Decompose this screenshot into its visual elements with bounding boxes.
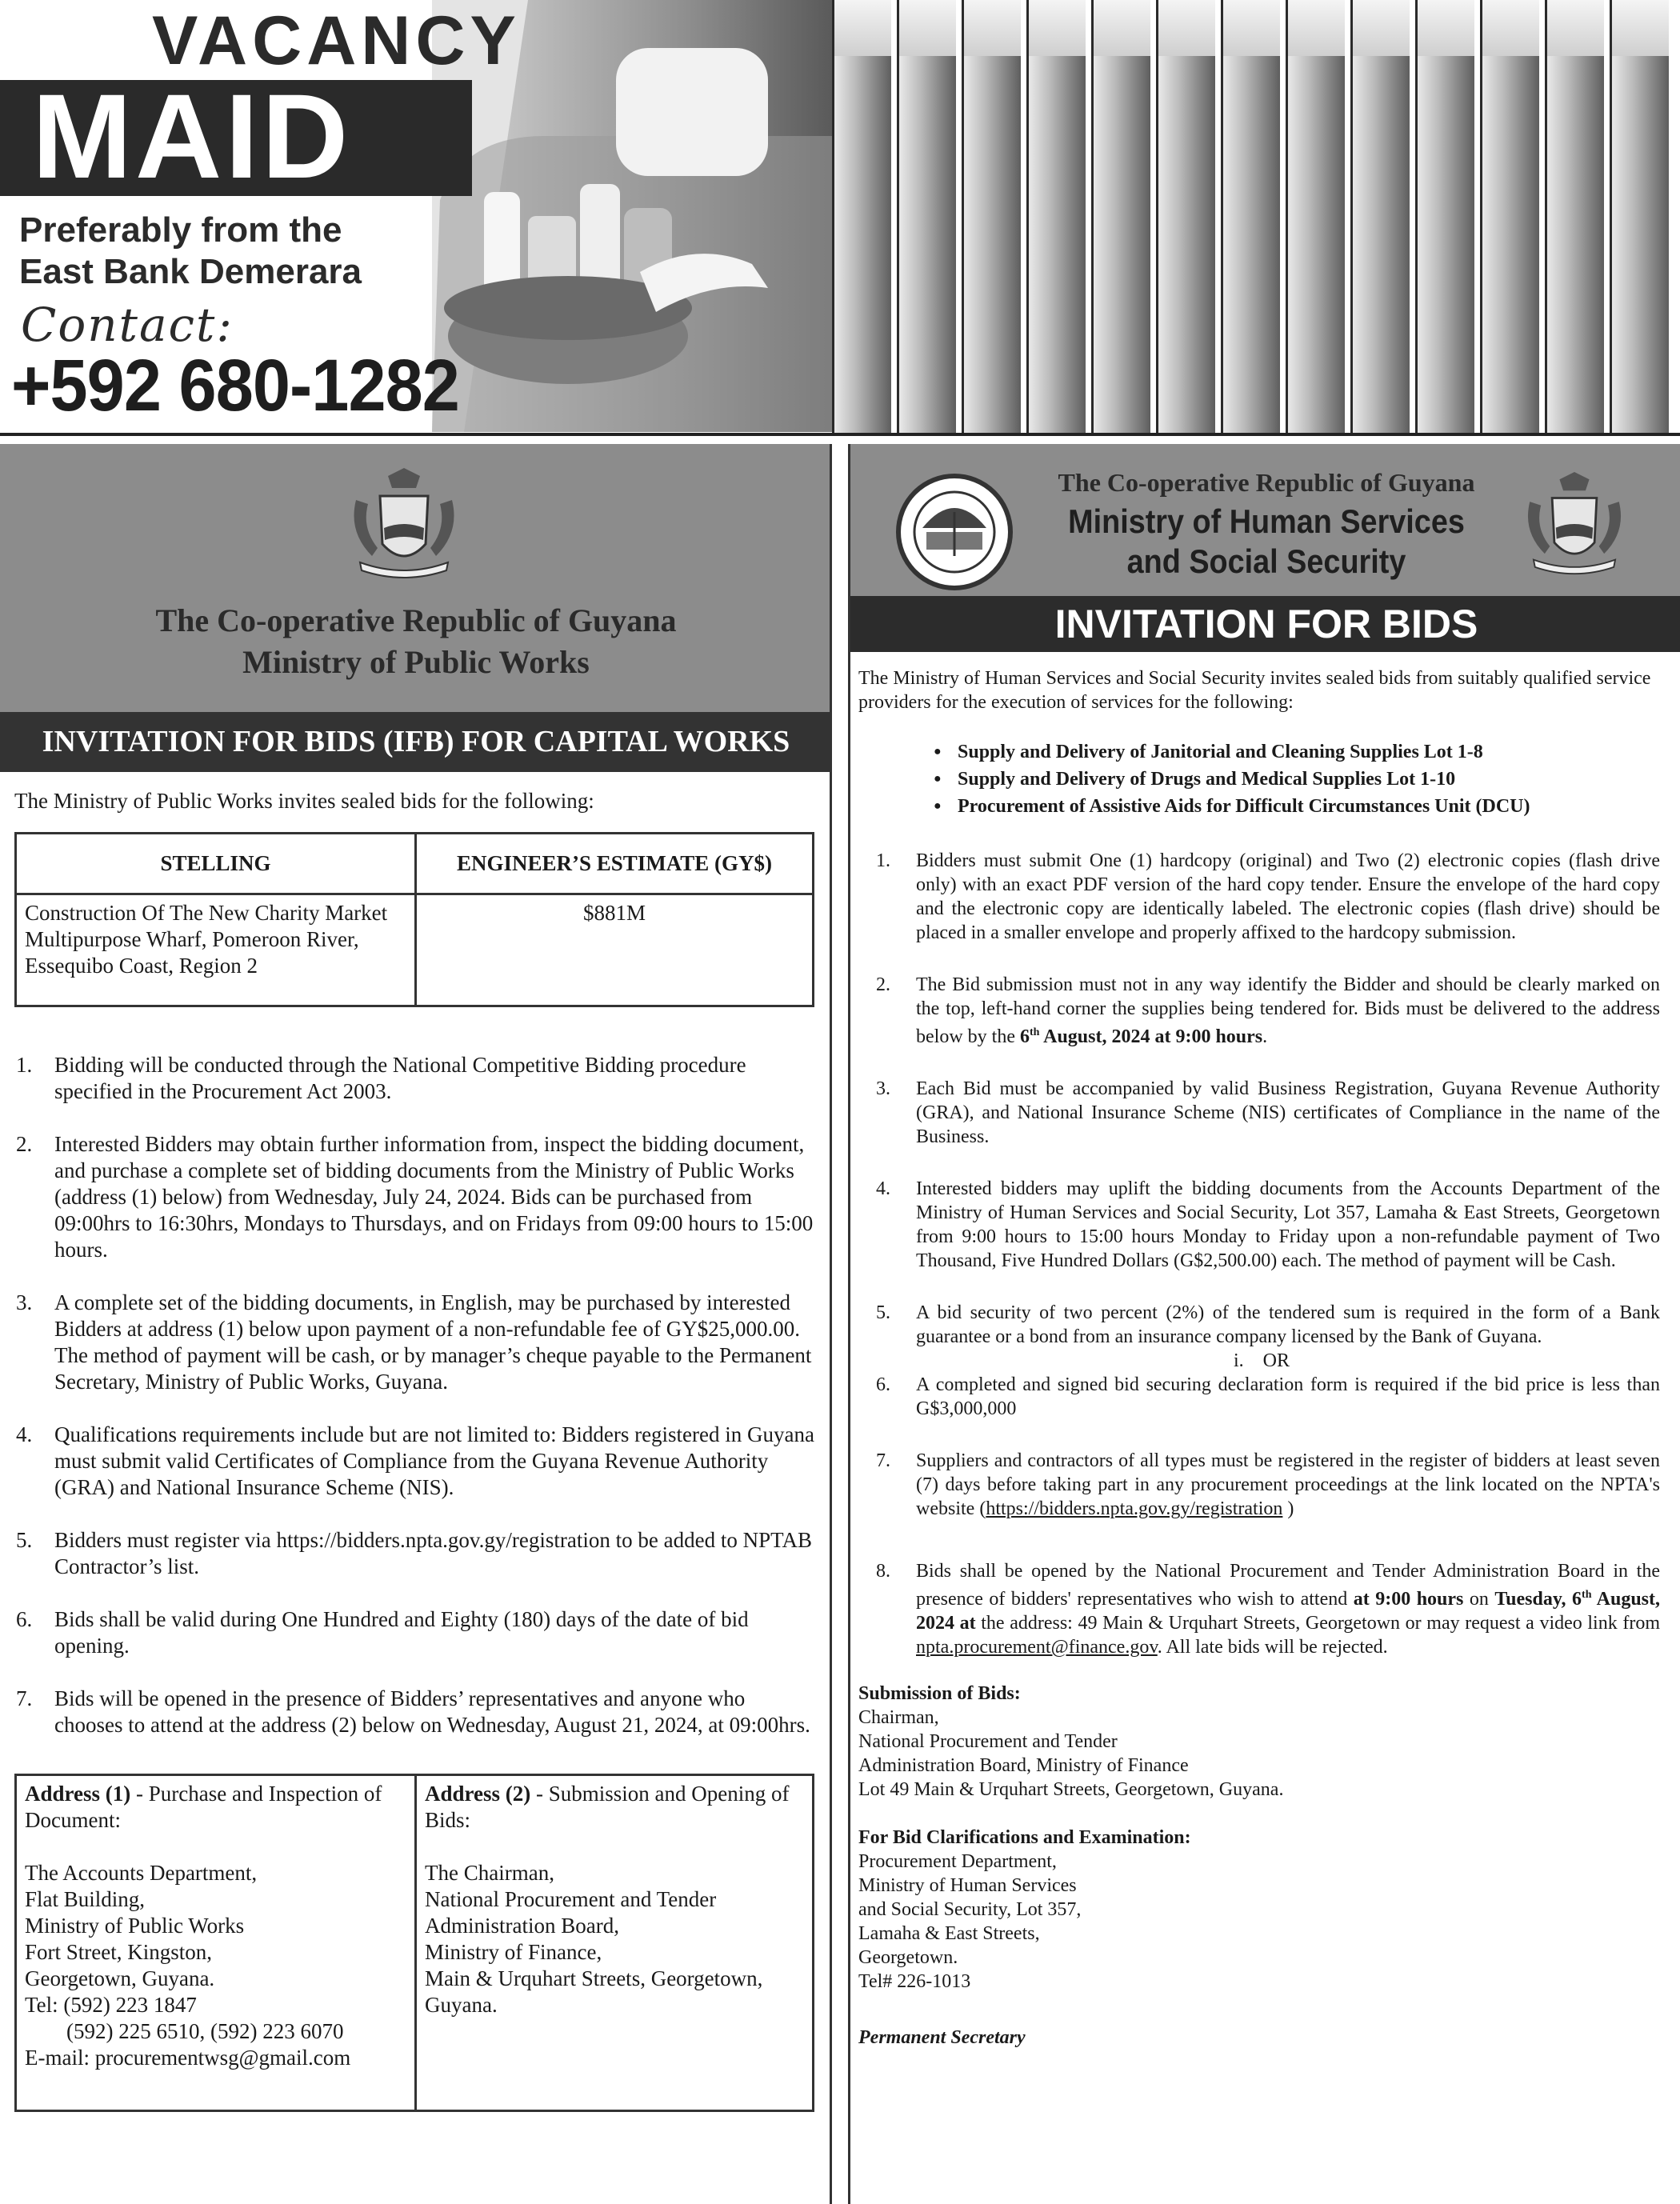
address-2-cell — [416, 1775, 814, 2111]
guyana-coat-of-arms-icon — [344, 468, 464, 580]
list-item-text: Each Bid must be accompanied by valid Business Registration, Guyana Revenue Authority (GRA), and National Insurance Scheme (NIS) certificates of Compliance in the name of the Business. — [916, 1078, 1660, 1147]
list-number: 7. — [16, 1686, 33, 1710]
list-number: 6. — [16, 1607, 33, 1631]
list-item-end: ) — [1282, 1498, 1294, 1519]
submission-block — [858, 1682, 1660, 1802]
list-number: 1. — [876, 850, 890, 871]
address-line: The Chairman, — [425, 1861, 554, 1885]
table-header-estimate: ENGINEER’S ESTIMATE (GY$) — [416, 834, 814, 894]
list-item — [14, 1422, 818, 1501]
contact-phone: +592 680-1282 — [11, 345, 459, 426]
address-line: Chairman, — [858, 1707, 939, 1728]
address-line: Georgetown. — [858, 1947, 958, 1968]
list-number: 2. — [16, 1132, 33, 1156]
address-2-subtitle: - Submission and Opening of Bids: — [425, 1782, 790, 1832]
address-line: Ministry of Finance, — [425, 1940, 602, 1964]
submission-heading: Submission of Bids: — [858, 1683, 1021, 1704]
list-item — [863, 1177, 1660, 1273]
list-item — [863, 1077, 1660, 1149]
list-item-text: The Bid submission must not in any way identify the Bidder and should be clearly marked on the top, left-hand corner the supplies being tendered for. Bids must be delivered to the address below by the — [916, 974, 1660, 1047]
intro-text: The Ministry of Public Works invites sealed bids for the following: — [14, 789, 594, 813]
address-line: and Social Security, Lot 357, — [858, 1899, 1082, 1920]
clarification-block — [858, 1826, 1660, 1994]
list-number: 4. — [876, 1178, 890, 1199]
table-header-stelling: STELLING — [16, 834, 416, 894]
list-number: 5. — [16, 1528, 33, 1552]
table-row — [16, 894, 814, 1006]
list-item — [863, 1301, 1660, 1349]
address-line: The Accounts Department, — [25, 1861, 258, 1885]
list-number: 5. — [876, 1302, 890, 1323]
address-line: Ministry of Public Works — [25, 1914, 245, 1938]
clarification-heading: For Bid Clarifications and Examination: — [858, 1827, 1191, 1848]
address-email[interactable]: E-mail: procurementwsg@gmail.com — [25, 2046, 351, 2070]
address-line: Lamaha & East Streets, — [858, 1923, 1040, 1944]
address-line: Procurement Department, — [858, 1851, 1057, 1872]
address-line: Main & Urquhart Streets, Georgetown, — [425, 1966, 763, 1990]
list-item — [14, 1131, 818, 1263]
list-number: 7. — [876, 1450, 890, 1471]
signature: Permanent Secretary — [858, 2027, 1026, 2048]
address-2-heading: Address (2) — [425, 1782, 531, 1806]
list-item-text: A completed and signed bid securing declaration form is required if the bid price is less than G$3,000,000 — [916, 1374, 1660, 1419]
address-row — [16, 1775, 814, 2111]
ifb-title-bar: INVITATION FOR BIDS (IFB) FOR CAPITAL WORKS — [0, 712, 832, 772]
address-1-subtitle: - Purchase and Inspection of Document: — [25, 1782, 382, 1832]
deadline-rest: August, 2024 at 9:00 hours — [1039, 1026, 1263, 1047]
list-item: ● Procurement of Assistive Aids for Difficult Circumstances Unit (DCU) — [958, 793, 1660, 820]
list-item-text: Bids will be opened in the presence of Bidders’ representatives and anyone who chooses to attend at the address (2) below on Wednesday, August 21, 2024, at 09:00hrs. — [54, 1686, 810, 1737]
republic-name: The Co-operative Republic of Guyana — [155, 602, 677, 638]
right-republic-name: The Co-operative Republic of Guyana — [1058, 468, 1475, 497]
deadline-date — [1020, 1026, 1262, 1047]
works-table — [14, 832, 814, 1007]
address-line: Administration Board, — [425, 1914, 619, 1938]
preference-line-2: East Bank Demerara — [19, 252, 362, 291]
human-services-ifb-panel — [848, 444, 1680, 2204]
bid-conditions-list — [863, 849, 1660, 1659]
left-body — [14, 788, 818, 2112]
contact-label: Contact: — [21, 298, 234, 352]
list-number: 3. — [16, 1290, 33, 1314]
address-line: National Procurement and Tender — [425, 1887, 717, 1911]
list-item-text: Bids shall be opened by the National Procurement and Tender Administration Board in the presence of bidders' representatives who wish to attend — [916, 1561, 1660, 1610]
left-issuer — [0, 600, 832, 683]
address-line: Flat Building, — [25, 1887, 146, 1911]
list-item-text: Suppliers and contractors of all types must be registered in the register of bidders at least seven (7) days before taking part in any procurement proceedings at the link located on the NPTA's website ( — [916, 1450, 1660, 1519]
list-item-text: A bid security of two percent (2%) of the tendered sum is required in the form of a Bank guarantee or a bond from an insurance company licensed by the Bank of Guyana. — [916, 1302, 1660, 1347]
ministry-line-2: and Social Security — [1126, 542, 1406, 580]
ifb-conditions-list — [14, 1052, 818, 1738]
list-item-text: Interested bidders may uplift the bidding documents from the Accounts Department of the Ministry of Human Services and Social Security, Lot 357, Lamaha & East Streets, Georgetown from 9:00 hours to 15:00 hours Monday to Friday upon a non-refundable payment of Two Thousand, Five Hundred Dollars (G$2,500.00) each. The method of payment will be Cash. — [916, 1178, 1660, 1271]
list-item-end: . All late bids will be rejected. — [1157, 1637, 1388, 1658]
registration-link[interactable]: https://bidders.npta.gov.gy/registration — [986, 1498, 1283, 1519]
list-number: 8. — [876, 1561, 890, 1582]
ministry-line-1: Ministry of Human Services — [1068, 502, 1465, 540]
address-line: Tel# 226-1013 — [858, 1971, 971, 1992]
intro-text: The Ministry of Human Services and Social Security invites sealed bids from suitably qualified service providers for the execution of services for the following: — [858, 668, 1651, 713]
list-item — [863, 1373, 1660, 1421]
address-1-cell — [16, 1775, 416, 2111]
list-item — [14, 1290, 818, 1395]
vacancy-title: VACANCY — [152, 2, 521, 79]
left-header — [0, 444, 832, 712]
address-1-lines — [25, 1860, 406, 2071]
list-number: 4. — [16, 1422, 33, 1446]
preference-line-1: Preferably from the — [19, 210, 342, 250]
opening-rest: August, 2024 at — [916, 1589, 1661, 1634]
address-1-title — [25, 1781, 406, 1834]
list-number: 1. — [16, 1053, 33, 1077]
list-item-text: Bids shall be valid during One Hundred and Eighty (180) days of the date of bid opening. — [54, 1607, 749, 1658]
list-item: ● Supply and Delivery of Drugs and Medical Supplies Lot 1-10 — [958, 766, 1660, 793]
list-item-text: Bidders must register via https://bidders.npta.gov.gy/registration to be added to NPTAB Contractor’s list. — [54, 1528, 812, 1578]
list-item-text: Bidding will be conducted through the National Competitive Bidding procedure specified in the Procurement Act 2003. — [54, 1053, 746, 1103]
list-number: 2. — [876, 974, 890, 995]
list-item — [863, 973, 1660, 1049]
list-item: ● Supply and Delivery of Janitorial and Cleaning Supplies Lot 1-8 — [958, 738, 1660, 766]
list-number: 6. — [876, 1374, 890, 1395]
address-2-title — [425, 1781, 804, 1834]
guyana-coat-of-arms-icon — [1518, 472, 1630, 576]
address-line: Administration Board, Ministry of Finance — [858, 1755, 1189, 1776]
or-line: i. OR — [1233, 1350, 1290, 1371]
list-item-text: the address: 49 Main & Urquhart Streets, Georgetown or may request a video link from — [975, 1613, 1660, 1634]
address-table — [14, 1774, 814, 2112]
address-line: National Procurement and Tender — [858, 1731, 1118, 1752]
list-item — [14, 1052, 818, 1105]
deadline-day: 6 — [1019, 1026, 1030, 1047]
maid-title: MAID — [32, 69, 352, 203]
ifb-title-bar: INVITATION FOR BIDS — [850, 596, 1680, 652]
address-line: Guyana. — [425, 1993, 498, 2017]
address-line: Fort Street, Kingston, — [25, 1940, 212, 1964]
table-header-row — [16, 834, 814, 894]
list-item-text: Bidders must submit One (1) hardcopy (original) and Two (2) electronic copies (flash drive only) with an exact PDF version of the hard copy tender. Ensure the envelope of the hard copy and the electronic copy are identically labeled. The electronic copies (flash drive) should be placed in a smaller envelope and properly affixed to the hardcopy submission. — [916, 850, 1660, 943]
opening-day: Tuesday, 6 — [1494, 1589, 1582, 1610]
address-line: (592) 225 6510, (592) 223 6070 — [66, 2019, 344, 2043]
table-cell-estimate: $881M — [416, 894, 814, 1006]
list-item-text: Qualifications requirements include but are not limited to: Bidders registered in Guyana must submit valid Certificates of Compliance from the Guyana Revenue Authority (GRA) and National Insurance Scheme (NIS). — [54, 1422, 814, 1499]
list-item-text: A complete set of the bidding documents, in English, may be purchased by interested Bidders at address (1) below upon payment of a non-refundable fee of GY$25,000.00. The method of payment will be cash, or by manager’s cheque payable to the Permanent Secretary, Ministry of Public Works, Guyana. — [54, 1290, 812, 1394]
public-works-ifb-panel — [0, 444, 832, 2204]
address-line: Lot 49 Main & Urquhart Streets, Georgetown, Guyana. — [858, 1779, 1284, 1800]
vacancy-banner — [0, 0, 1680, 436]
preference-text — [19, 210, 362, 293]
deadline-suffix: th — [1029, 1026, 1040, 1038]
list-item-end: . — [1262, 1026, 1268, 1047]
list-item — [14, 1686, 818, 1738]
procurement-email-link[interactable]: npta.procurement@finance.gov — [916, 1637, 1158, 1658]
list-item — [863, 1449, 1660, 1521]
tear-off-strips — [832, 0, 1680, 436]
address-line: Ministry of Human Services — [858, 1875, 1077, 1896]
opening-time: at 9:00 hours — [1353, 1589, 1464, 1610]
right-body — [858, 666, 1661, 2050]
address-1-heading: Address (1) — [25, 1782, 131, 1806]
address-2-lines — [425, 1860, 804, 2018]
ministry-name: Ministry of Public Works — [242, 644, 590, 680]
address-line: Georgetown, Guyana. — [25, 1966, 215, 1990]
services-list — [911, 738, 1660, 820]
list-item-text: on — [1463, 1589, 1495, 1610]
list-item — [863, 849, 1660, 945]
list-item — [863, 1559, 1660, 1659]
opening-suffix: th — [1582, 1589, 1592, 1601]
list-item — [14, 1606, 818, 1659]
address-line: Tel: (592) 223 1847 — [25, 1993, 197, 2017]
list-number: 3. — [876, 1078, 890, 1099]
table-cell-description: Construction Of The New Charity Market Multipurpose Wharf, Pomeroon River, Essequibo Coast, Region 2 — [16, 894, 416, 1006]
right-header — [850, 444, 1680, 596]
list-item — [14, 1527, 818, 1580]
list-item-text: Interested Bidders may obtain further information from, inspect the bidding document, and purchase a complete set of bidding documents from the Ministry of Public Works (address (1) below) from Wednesday, July 24, 2024. Bids can be purchased from 09:00hrs to 16:30hrs, Mondays to Thursdays, and on Fridays from 09:00 hours to 15:00 hours. — [54, 1132, 814, 1262]
